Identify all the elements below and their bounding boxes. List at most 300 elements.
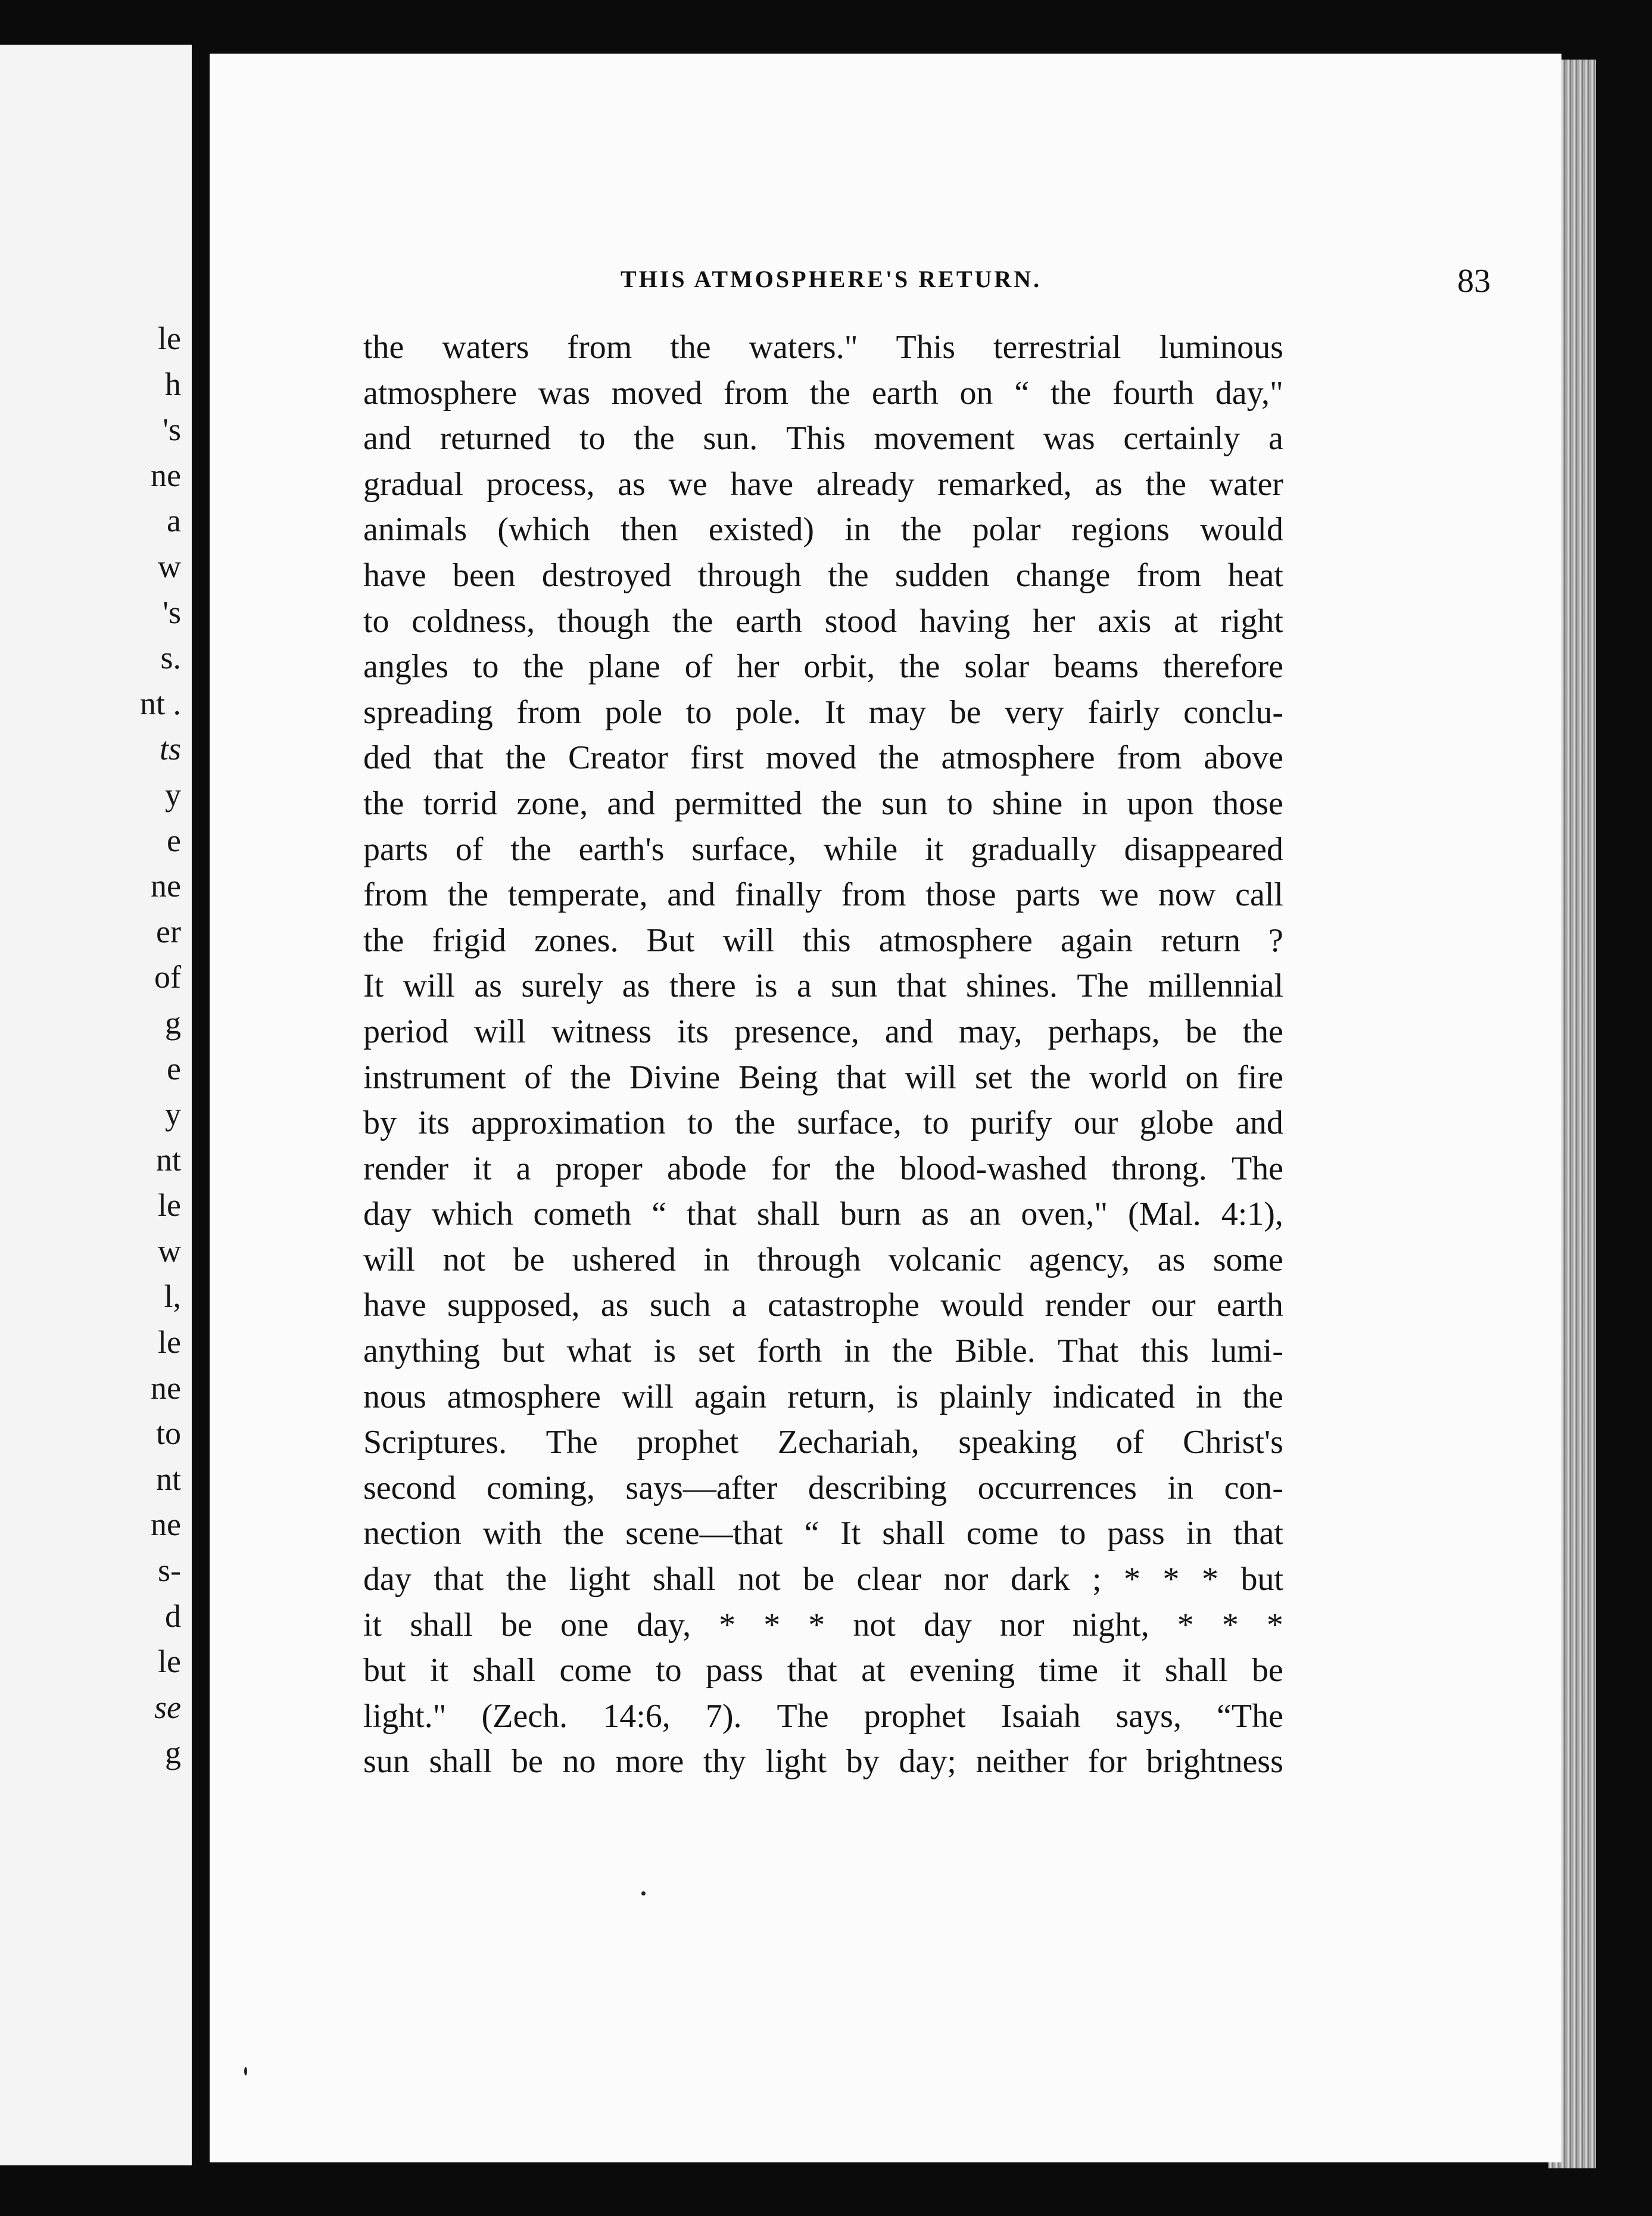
ink-speck [641, 1891, 646, 1896]
word: dark [1010, 1561, 1070, 1598]
word: now [1158, 876, 1216, 914]
word: but [363, 1652, 406, 1689]
word: the [900, 511, 942, 549]
word: the [670, 329, 711, 366]
word: parts [1015, 876, 1081, 914]
word: * [808, 1606, 825, 1644]
word: The [1077, 967, 1129, 1005]
word: prophet [637, 1424, 739, 1461]
word: coldness, [412, 602, 535, 640]
word: would [940, 1287, 1024, 1324]
word: sun [363, 1743, 410, 1781]
word: Scriptures. [363, 1424, 507, 1461]
word: this [1140, 1333, 1189, 1370]
word: blood-washed [900, 1150, 1087, 1187]
word: day [363, 1196, 412, 1233]
word: be [803, 1561, 835, 1598]
word: fourth [1112, 374, 1195, 412]
word: waters." [749, 329, 858, 366]
word: The [546, 1424, 598, 1461]
word: day," [1215, 374, 1283, 412]
left-page-fragment: ne [151, 457, 181, 493]
word: to [363, 602, 389, 640]
word: angles [363, 648, 449, 686]
word: moved [611, 374, 703, 412]
word: Zechariah, [777, 1424, 919, 1461]
word: as [1157, 1241, 1186, 1278]
word: change [1015, 556, 1111, 594]
word: light [765, 1743, 827, 1781]
word: finally [734, 876, 822, 914]
word: sudden [894, 556, 990, 594]
word: * [1162, 1561, 1180, 1598]
word: supposed, [447, 1287, 580, 1324]
word: plane [588, 648, 660, 686]
word: the [563, 1515, 604, 1552]
word: period [363, 1013, 449, 1050]
word: it [925, 830, 944, 868]
text-line [363, 690, 1283, 736]
word: the [1242, 1378, 1283, 1415]
word: the [363, 785, 404, 822]
word: It [363, 967, 384, 1005]
word: It [824, 693, 846, 731]
right-page [210, 54, 1561, 2162]
word: 14:6, [603, 1697, 671, 1735]
word: may [868, 693, 927, 731]
word: oven," [1021, 1196, 1108, 1233]
word: pass [1107, 1515, 1165, 1552]
word: return [1161, 922, 1240, 959]
word: to [685, 693, 712, 731]
word: her [1032, 602, 1076, 640]
word: but [502, 1333, 545, 1370]
word: thy [703, 1743, 746, 1781]
word: was [538, 374, 590, 412]
word: of [684, 648, 713, 686]
word: that [1233, 1515, 1283, 1552]
left-page-fragment: e [167, 822, 181, 858]
word: “ [804, 1515, 819, 1552]
word: its [418, 1104, 450, 1142]
word: regions [1071, 511, 1170, 549]
word: “ [1014, 374, 1030, 412]
left-page-fragment: 's [163, 412, 181, 448]
word: is [755, 967, 778, 1005]
left-page-fragment: le [158, 1324, 181, 1361]
word: atmosphere [363, 374, 518, 412]
word: the [363, 329, 404, 366]
word: a [516, 1150, 531, 1187]
word: the [821, 785, 862, 822]
word: which [431, 1196, 513, 1233]
word: with [482, 1515, 543, 1552]
word: surely [521, 967, 603, 1005]
word: be [1185, 1013, 1217, 1050]
word: no [562, 1743, 596, 1781]
word: there [669, 967, 736, 1005]
word: as [618, 465, 646, 503]
left-page-fragment: le [158, 320, 181, 356]
word: such [649, 1287, 711, 1324]
word: not [442, 1241, 486, 1278]
text-line [363, 872, 1283, 918]
text-line [363, 918, 1283, 964]
word: in [1186, 1515, 1212, 1552]
word: for [771, 1150, 811, 1187]
word: at [861, 1652, 886, 1689]
word: the [634, 420, 675, 457]
word: would [1199, 511, 1283, 549]
word: abode [667, 1150, 747, 1187]
word: second [363, 1469, 456, 1507]
word: instrument [363, 1059, 506, 1096]
word: that [896, 967, 947, 1005]
text-line [363, 1557, 1283, 1602]
left-page-fragment: 's [163, 594, 181, 630]
word: as [474, 967, 502, 1005]
word: * [1221, 1606, 1239, 1644]
word: agency, [1029, 1241, 1130, 1278]
word: 4:1), [1221, 1196, 1283, 1233]
text-line [363, 827, 1283, 873]
ink-speck [244, 2067, 247, 2075]
text-line [363, 1237, 1283, 1283]
word: * [763, 1606, 781, 1644]
word: day; [899, 1743, 956, 1781]
left-page-fragment: er [156, 913, 181, 950]
word: not [853, 1606, 896, 1644]
word: coming, [486, 1469, 595, 1507]
word: * [1123, 1561, 1140, 1598]
left-page-fragment: se [154, 1689, 181, 1725]
word: will [474, 1013, 526, 1050]
text-line [363, 1648, 1283, 1694]
text-line [363, 1283, 1283, 1328]
word: atmosphere [447, 1378, 601, 1415]
word: the [734, 1104, 776, 1142]
word: nection [363, 1515, 462, 1552]
word: Bible. [955, 1333, 1036, 1370]
word: The [1231, 1150, 1283, 1187]
word: The [777, 1697, 829, 1735]
text-line [363, 1374, 1283, 1420]
left-page-fragment: y [165, 776, 181, 813]
word: her [737, 648, 780, 686]
word: the [834, 1150, 875, 1187]
word: have [363, 556, 426, 594]
word: waters [442, 329, 529, 366]
word: the [899, 648, 940, 686]
word: that [686, 1196, 737, 1233]
word: its [677, 1013, 709, 1050]
word: beams [1053, 648, 1139, 686]
word: shall [1164, 1652, 1228, 1689]
word: throng. [1111, 1150, 1207, 1187]
word: Divine [629, 1059, 721, 1096]
word: nous [363, 1378, 426, 1415]
word: the [1242, 1013, 1283, 1050]
word: will [363, 1241, 416, 1278]
word: may, [958, 1013, 1023, 1050]
text-line [363, 507, 1283, 553]
word: (Zech. [481, 1697, 568, 1735]
word: the [447, 876, 489, 914]
word: through [697, 556, 802, 594]
word: 7). [705, 1697, 742, 1735]
left-page-fragment: y [165, 1096, 181, 1132]
word: but [1240, 1561, 1283, 1598]
word: upon [1127, 785, 1194, 822]
word: sun [881, 785, 928, 822]
word: to [923, 1104, 949, 1142]
text-line [363, 416, 1283, 462]
word: This [786, 420, 846, 457]
word: cometh [533, 1196, 632, 1233]
word: plainly [939, 1378, 1032, 1415]
left-page-fragment: s- [158, 1552, 181, 1589]
word: render [1045, 1287, 1130, 1324]
word: gradual [363, 465, 463, 503]
word: shall [410, 1606, 473, 1644]
word: purify [970, 1104, 1052, 1142]
word: in [1167, 1469, 1193, 1507]
word: returned [440, 420, 551, 457]
word: stood [824, 602, 897, 640]
word: Being [738, 1059, 818, 1096]
word: as [600, 1287, 629, 1324]
word: and [607, 785, 656, 822]
word: water [1209, 465, 1283, 503]
word: earth [1216, 1287, 1283, 1324]
word: ushered [572, 1241, 677, 1278]
word: be [511, 1743, 543, 1781]
word: sun [831, 967, 878, 1005]
word: says, [1115, 1697, 1182, 1735]
text-line [363, 735, 1283, 781]
word: con- [1224, 1469, 1283, 1507]
word: night, [1072, 1606, 1149, 1644]
word: (Mal. [1127, 1196, 1201, 1233]
word: will [403, 967, 455, 1005]
word: fairly [1087, 693, 1160, 731]
word: brightness [1146, 1743, 1283, 1781]
left-page-fragment: e [167, 1050, 181, 1087]
word: in [1081, 785, 1108, 822]
word: moved [765, 739, 857, 777]
word: orbit, [803, 648, 875, 686]
word: more [615, 1743, 684, 1781]
word: world [1089, 1059, 1167, 1096]
word: we [668, 465, 707, 503]
text-line [363, 1328, 1283, 1374]
left-page-fragment: ne [151, 868, 181, 904]
word: was [1043, 420, 1095, 457]
word: shall [652, 1561, 716, 1598]
word: day [923, 1606, 972, 1644]
word: that [433, 739, 484, 777]
word: surface, [797, 1104, 902, 1142]
word: our [1073, 1104, 1118, 1142]
word: day [363, 1561, 412, 1598]
word: ; [1092, 1561, 1102, 1598]
word: through [757, 1241, 861, 1278]
word: on [1185, 1059, 1219, 1096]
word: parts [363, 830, 428, 868]
word: * [1177, 1606, 1194, 1644]
left-page-fragment: g [165, 1004, 181, 1041]
word: shines. [965, 967, 1058, 1005]
word: proper [555, 1150, 643, 1187]
word: already [816, 465, 915, 503]
word: terrestrial [993, 329, 1121, 366]
word: then [621, 511, 678, 549]
left-page-fragment: nt [155, 1461, 181, 1497]
word: to [472, 648, 499, 686]
word: been [452, 556, 516, 594]
text-line [363, 325, 1283, 371]
word: be [949, 693, 981, 731]
left-page-fragment: nt . [139, 685, 181, 721]
text-line [363, 1602, 1283, 1648]
word: the [1050, 374, 1092, 412]
word: return, [787, 1378, 875, 1415]
word: earth [871, 374, 939, 412]
word: the [828, 556, 869, 594]
word: burn [840, 1196, 902, 1233]
word: that [434, 1561, 484, 1598]
left-page-fragment: le [158, 1187, 181, 1224]
word: ded [363, 739, 412, 777]
left-page-fragment: of [154, 959, 181, 995]
word: what [566, 1333, 632, 1370]
word: movement [874, 420, 1015, 457]
word: while [823, 830, 898, 868]
word: on [959, 374, 993, 412]
word: some [1212, 1241, 1283, 1278]
word: “The [1217, 1697, 1283, 1735]
word: those [1212, 785, 1283, 822]
word: permitted [674, 785, 803, 822]
word: This [896, 329, 956, 366]
word: is [653, 1333, 676, 1370]
word: to [947, 785, 973, 822]
word: perhaps, [1048, 1013, 1160, 1050]
word: therefore [1162, 648, 1283, 686]
word: prophet [864, 1697, 966, 1735]
word: light [569, 1561, 631, 1598]
running-head: THIS ATMOSPHERE'S RETURN. [621, 266, 1042, 292]
word: from [363, 876, 428, 914]
left-page-fragment: l, [164, 1278, 181, 1315]
word: the [1145, 465, 1186, 503]
left-page-fragment: nt [155, 1141, 181, 1178]
word: conclu- [1183, 693, 1283, 731]
left-page-fragment: s. [160, 640, 181, 676]
left-page-fragment: g [165, 1735, 181, 1771]
word: It [840, 1515, 861, 1552]
word: the [672, 602, 713, 640]
word: above [1204, 739, 1283, 777]
word: an [969, 1196, 1001, 1233]
word: and [884, 1013, 933, 1050]
word: though [557, 602, 650, 640]
text-line [363, 599, 1283, 645]
word: earth's [578, 830, 665, 868]
left-page-fragment: w [158, 1233, 181, 1269]
word: light." [363, 1697, 447, 1735]
word: atmosphere [878, 922, 1033, 959]
word: for [1087, 1743, 1127, 1781]
word: it [473, 1150, 492, 1187]
word: it [429, 1652, 449, 1689]
word: solar [964, 648, 1030, 686]
text-line [363, 1191, 1283, 1237]
word: animals [363, 511, 467, 549]
word: atmosphere [941, 739, 1095, 777]
word: and [363, 420, 412, 457]
word: presence, [734, 1013, 859, 1050]
word: pass [706, 1652, 763, 1689]
word: says—after [625, 1469, 778, 1507]
word: axis [1098, 602, 1152, 640]
word: and [667, 876, 716, 914]
word: having [919, 602, 1011, 640]
word: to [1059, 1515, 1086, 1552]
word: fire [1237, 1059, 1283, 1096]
word: one [560, 1606, 609, 1644]
word: catastrophe [767, 1287, 919, 1324]
word: existed) [708, 511, 815, 549]
word: our [1151, 1287, 1196, 1324]
body-text [363, 325, 1283, 1785]
word: to [656, 1652, 682, 1689]
word: shall [429, 1743, 493, 1781]
text-line [363, 1146, 1283, 1192]
word: from [1117, 739, 1182, 777]
word: right [1220, 602, 1283, 640]
word: will [621, 1378, 674, 1415]
word: millennial [1148, 967, 1283, 1005]
word: will [722, 922, 775, 959]
word: * [719, 1606, 736, 1644]
left-page-fragment: a [167, 503, 181, 539]
word: a [796, 967, 812, 1005]
text-line [363, 371, 1283, 416]
word: shall [882, 1515, 945, 1552]
word: as [1095, 465, 1123, 503]
left-page-fragment: to [155, 1415, 181, 1452]
word: again [1060, 922, 1133, 959]
word: anything [363, 1333, 480, 1370]
word: Creator [568, 739, 668, 777]
left-page-fragment: ne [151, 1370, 181, 1406]
word: disappeared [1124, 830, 1283, 868]
word: day, [636, 1606, 691, 1644]
left-page-fragment: le [158, 1644, 181, 1680]
word: the [505, 739, 547, 777]
word: frigid [432, 922, 506, 959]
text-line [363, 963, 1283, 1009]
word: temperate, [507, 876, 648, 914]
word: witness [551, 1013, 652, 1050]
text-line [363, 1420, 1283, 1465]
word: scene—that [625, 1515, 783, 1552]
word: * [1201, 1561, 1218, 1598]
word: the [892, 1333, 933, 1370]
text-line [363, 462, 1283, 508]
word: that [787, 1652, 837, 1689]
